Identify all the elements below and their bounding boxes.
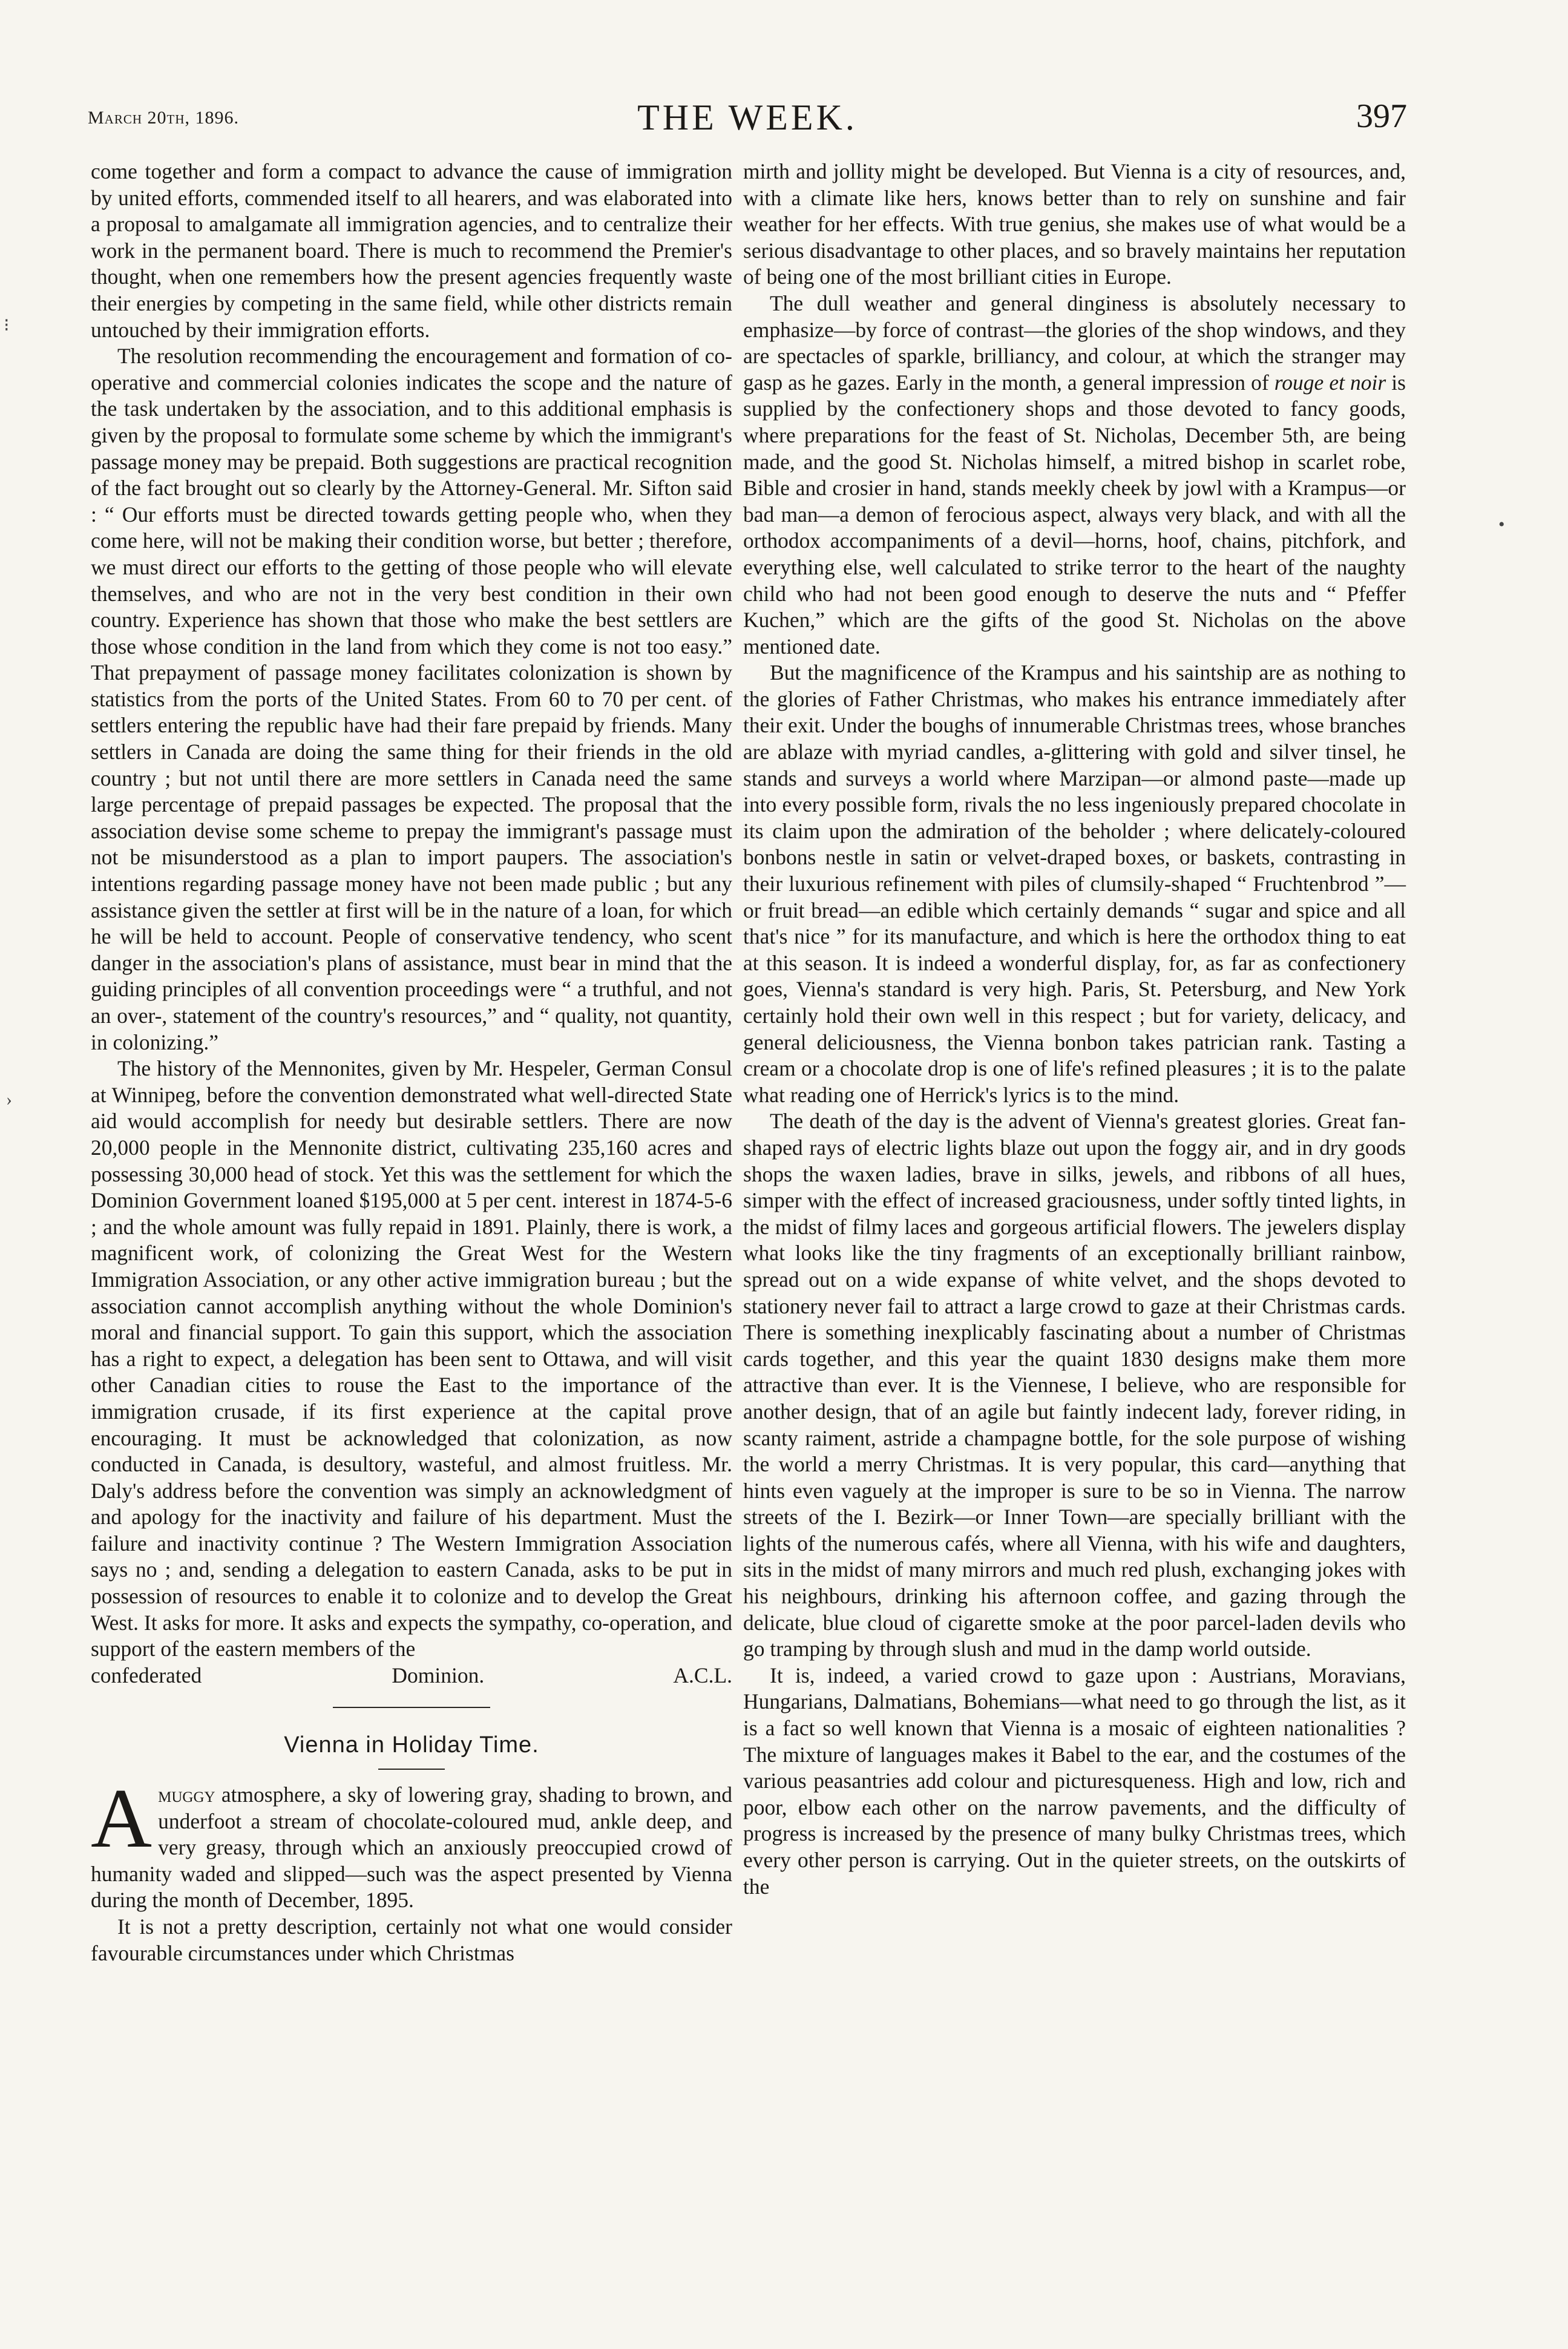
closing-text: confederated Dominion. (91, 1663, 485, 1687)
article-opening-paragraph (91, 1772, 732, 1914)
lead-word: muggy (158, 1782, 215, 1807)
page-header (88, 91, 1407, 145)
article-title: Vienna in Holiday Time. (284, 1732, 539, 1758)
paragraph: The resolution recommending the encouragement and formation of co-operative and commercial colonies indicates the scope and the nature of the task undertaken by the association, and to this additional emphasis is given by the proposal to formulate some scheme by which the immigrant's passage money may be prepaid. Both suggestions are practical recognition of the fact brought out so clearly by the Attorney-General. Mr. Sifton said : “ Our efforts must be directed towards getting people who, when they come here, will not be making their condition worse, but better ; therefore, we must direct our efforts to the getting of those people who will elevate themselves, and who are not in the very best condition in their own country. Experience has shown that those who make the best settlers are those whose condition in the land from which they come is not too easy.” That prepayment of passage money facilitates colonization is shown by statistics from the ports of the United States. From 60 to 70 per cent. of settlers entering the republic have had their fare prepaid by friends. Many settlers in Canada are doing the same thing for their friends in the old country ; but not until there are more settlers in Canada need the same large percentage of prepaid passages be expected. The proposal that the association devise some scheme to prepay the immigrant's passage must not be misunderstood as a plan to import paupers. The association's intentions regarding passage money have not been made public ; but any assistance given the settler at first will be in the nature of a loan, for which he will be held to account. People of conservative tendency, who scent danger in the association's plans of assistance, must bear in mind that the guiding principles of all convention proceedings were “ a truthful, and not an over-, statement of the country's resources,” and “ quality, not quantity, in colonizing.” (91, 344, 732, 1054)
right-column (743, 159, 1406, 1900)
left-column (91, 159, 732, 1966)
page-number: 397 (1356, 97, 1407, 135)
margin-dot-mark: • (1498, 514, 1505, 534)
text-run: The dull weather and general dinginess is absolutely necessary to emphasize—by force of contrast—the glories of the shop windows, and they are spectacles of sparkle, brilliancy, and colour, at which the stranger may gasp as he gazes. Early in the month, a general impression of (743, 291, 1406, 395)
masthead-title: THE WEEK. (637, 97, 858, 137)
author-signature: A.C.L. (673, 1663, 732, 1687)
paragraph: It is, indeed, a varied crowd to gaze upon : Austrians, Moravians, Hungarians, Dalmatians, Bohemians—what need to go through the list, as it is a fact so well known that Vienna is a mosaic of eighteen nationalities ? The mixture of languages makes it Babel to the ear, and the costumes of the various peasantries add colour and picturesqueness. High and low, rich and poor, elbow each other on the narrow pavements, and the difficulty of progress is increased by the presence of many bulky Christmas trees, which every other person is carrying. Out in the quieter streets, on the outskirts of the (743, 1663, 1406, 1899)
opening-text: atmosphere, a sky of lowering gray, shading to brown, and underfoot a stream of chocolate-coloured mud, ankle deep, and very greasy, through which an anxiously preoccupied crowd of humanity waded and slipped—such was the aspect presented by Vienna during the month of December, 1895. (91, 1782, 732, 1913)
paragraph: It is not a pretty description, certainly not what one would consider favourable circumstances under which Christmas (91, 1914, 732, 1965)
paragraph: mirth and jollity might be developed. But Vienna is a city of resources, and, with a climate like hers, knows better than to rely on sunshine and fair weather for her effects. With true genius, she makes use of what would be a serious disadvantage to other places, and so bravely maintains her reputation of being one of the most brilliant cities in Europe. (743, 159, 1406, 289)
margin-tick-mark: › (6, 1089, 12, 1109)
paragraph: The history of the Mennonites, given by Mr. Hespeler, German Consul at Winnipeg, before the convention demonstrated what well-directed State aid would accomplish for needy but desirable settlers. There are now 20,000 people in the Mennonite district, cultivating 235,160 acres and possessing 30,000 head of stock. Yet this was the settlement for which the Dominion Government loaned $195,000 at 5 per cent. interest in 1874-5-6 ; and the whole amount was fully repaid in 1891. Plainly, there is work, a magnificent work, of colonizing the Great West for the Western Immigration Association, or any other active immigration bureau ; but the association cannot accomplish anything without the whole Dominion's moral and financial support. To gain this support, which the association has a right to expect, a delegation has been sent to Ottawa, and will visit other Canadian cities to rouse the East to the importance of the immigration crusade, if its first experience at the capital prove encouraging. It must be acknowledged that colonization, as now conducted in Canada, is desultory, wasteful, and almost fruitless. Mr. Daly's address before the convention was simply an acknowledgment of and apology for the inactivity and failure of his department. Must the failure and inactivity continue ? The Western Immigration Association says no ; and, sending a delegation to eastern Canada, asks to be put in possession of resources to enable it to colonize and to develop the Great West. It asks for more. It asks and expects the sympathy, co-operation, and support of the eastern members of the (91, 1056, 732, 1661)
title-underline (378, 1769, 445, 1770)
article-divider (333, 1707, 490, 1708)
margin-tick-mark: ⁝ (4, 315, 10, 335)
issue-date: March 20th, 1896. (88, 108, 240, 128)
drop-cap: A (91, 1772, 153, 1866)
paragraph: But the magnificence of the Krampus and his saintship are as nothing to the glories of Father Christmas, who makes his entrance immediately after their exit. Under the boughs of innumerable Christmas trees, whose branches are ablaze with myriad candles, a-glittering with gold and silver tinsel, he stands and surveys a world where Marzipan—or almond paste—made up into every possible form, rivals the no less ingeniously prepared chocolate in its claim upon the admiration of the beholder ; where delicately-coloured bonbons nestle in satin or velvet-draped boxes, or baskets, contrasting in their luxurious refinement with piles of clumsily-shaped “ Fruchtenbrod ”—or fruit bread—an edible which certainly demands “ sugar and spice and all that's nice ” for its manufacture, and which is here the orthodox thing to eat at this season. It is indeed a wonderful display, for, as far as confectionery goes, Vienna's standard is very high. Paris, St. Petersburg, and New York certainly hold their own well in this respect ; but for variety, delicacy, and general deliciousness, the Vienna bonbon takes patrician rank. Tasting a cream or a chocolate drop is one of life's refined pleasures ; it is to the palate what reading one of Herrick's lyrics is to the mind. (743, 660, 1406, 1107)
italic-phrase: rouge et noir (1274, 370, 1386, 395)
text-run: is supplied by the confectionery shops and those devoted to fancy goods, where preparations for the feast of St. Nicholas, December 5th, are being made, and the good St. Nicholas himself, a mitred bishop in scarlet robe, Bible and crosier in hand, stands meekly cheek by jowl with a Krampus—or bad man—a demon of ferocious aspect, always very black, and with all the orthodox accompaniments of a devil—horns, hoof, chains, pitchfork, and everything else, well calculated to strike terror to the heart of the naughty child who had not been good enough to deserve the nuts and “ Pfeffer Kuchen,” which are the gifts of the good St. Nicholas on the above mentioned date. (743, 370, 1406, 659)
paragraph (743, 291, 1406, 660)
paragraph: come together and form a compact to advance the cause of immigration by united efforts, commended itself to all hearers, and was elaborated into a proposal to amalgamate all immigration agencies, and to centralize their work in the permanent board. There is much to recommend the Premier's thought, when one remembers how the present agencies frequently waste their energies by competing in the same field, while other districts remain untouched by their immigration efforts. (91, 159, 732, 342)
closing-line (91, 1663, 732, 1689)
paragraph: The death of the day is the advent of Vienna's greatest glories. Great fan-shaped rays of electric lights blaze out upon the foggy air, and in dry goods shops the waxen ladies, brave in silks, jewels, and ribbons of all hues, simper with the effect of increased graciousness, under softly tinted lights, in the midst of filmy laces and gorgeous artificial flowers. The jewelers display what looks like the tiny fragments of an exceptionally brilliant rainbow, spread out on a wide expanse of white velvet, and the shops devoted to stationery never fail to attract a large crowd to gaze at their Christmas cards. There is something inexplicably fascinating about a number of Christmas cards together, and this year the quaint 1830 designs make them more attractive than ever. It is the Viennese, I believe, who are responsible for another design, that of an agile but faintly indecent lady, forever riding, in scanty raiment, astride a champagne bottle, for the sole purpose of wishing the world a merry Christmas. It is very popular, this card—anything that hints even vaguely at the improper is sure to be so in Vienna. The narrow streets of the I. Bezirk—or Inner Town—are specially brilliant with the lights of the numerous cafés, where all Vienna, with his wife and daughters, sits in the midst of many mirrors and much red plush, exchanging jokes with his neighbours, drinking his afternoon coffee, and gazing through the delicate, blue cloud of cigarette smoke at the poor parcel-laden devils who go tramping by through slush and mud in the damp world outside. (743, 1109, 1406, 1661)
